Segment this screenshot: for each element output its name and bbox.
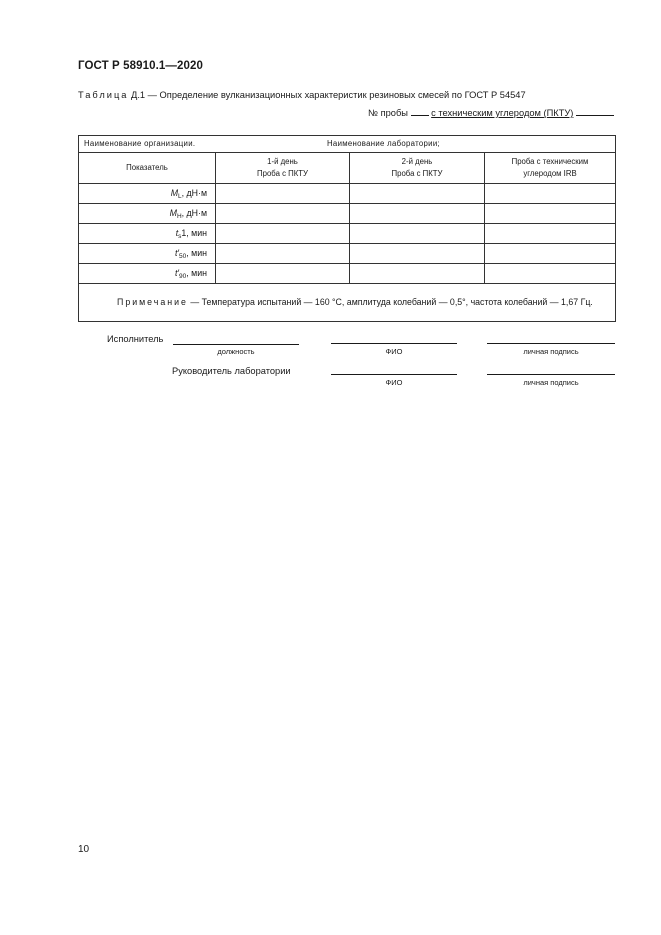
indicator-subscript: s [178, 232, 182, 240]
page-number: 10 [78, 844, 90, 855]
lab-head-signature-line[interactable] [487, 374, 615, 375]
name-caption: ФИО [385, 347, 403, 356]
value-cell[interactable] [350, 184, 485, 204]
performer-position-line[interactable] [173, 344, 299, 345]
column-header-line1: Проба с техническим [511, 157, 589, 166]
column-header-indicator [79, 153, 216, 184]
indicator-unit: мин [191, 267, 207, 278]
header-row [79, 153, 616, 184]
indicator-separator: 1, [181, 227, 192, 238]
value-cell[interactable] [350, 244, 485, 264]
value-cell[interactable] [485, 204, 616, 224]
indicator-unit: мин [191, 247, 207, 258]
note-word: Примечание [117, 297, 188, 307]
vulcanization-table [78, 135, 616, 322]
indicator-subscript: 90 [179, 272, 187, 280]
indicator-subscript: H [176, 212, 182, 220]
indicator-symbol: t′ [174, 267, 180, 278]
indicator-cell [79, 204, 216, 224]
note-row [79, 284, 616, 322]
value-cell[interactable] [485, 224, 616, 244]
sample-number-trailing-blank [576, 106, 614, 116]
position-caption: должность [217, 347, 255, 356]
column-header-line1: 2-й день [401, 157, 433, 166]
signature-caption: личная подпись [523, 378, 579, 387]
column-header-line2: углеродом IRB [523, 169, 577, 178]
caption-table-word: Таблица [78, 90, 129, 100]
value-cell[interactable] [350, 264, 485, 284]
performer-name-line[interactable] [331, 343, 457, 344]
performer-signature-line[interactable] [487, 343, 615, 344]
lab-head-name-line[interactable] [331, 374, 457, 375]
organization-cell [79, 136, 616, 153]
indicator-cell [79, 244, 216, 264]
column-header-line1: Показатель [126, 163, 168, 172]
value-cell[interactable] [485, 184, 616, 204]
value-cell[interactable] [216, 204, 350, 224]
organization-row [79, 136, 616, 153]
indicator-unit: мин [191, 227, 207, 238]
indicator-symbol: t [175, 227, 179, 238]
note-text: — Температура испытаний — 160 °С, амплитуда колебаний — 0,5°, частота колебаний — 1,67 Гц. [187, 297, 593, 307]
indicator-cell [79, 224, 216, 244]
column-header-day1 [216, 153, 350, 184]
note-cell [79, 284, 616, 322]
column-header-line2: Проба с ПКТУ [391, 169, 443, 178]
indicator-unit: дН·м [186, 207, 207, 218]
document-code: ГОСТ Р 58910.1—2020 [78, 60, 203, 72]
sample-number-line [368, 106, 614, 118]
table-row [79, 224, 616, 244]
table-row [79, 204, 616, 224]
caption-text: Д.1 — Определение вулканизационных характеристик резиновых смесей по ГОСТ Р 54547 [128, 90, 526, 100]
lab-head-label: Руководитель лаборатории [172, 366, 291, 376]
indicator-separator: , [186, 267, 192, 278]
column-header-day2 [350, 153, 485, 184]
indicator-symbol: t′ [174, 247, 180, 258]
column-header-line2: Проба с ПКТУ [257, 169, 308, 178]
indicator-subscript: L [178, 192, 182, 200]
signature-caption: личная подпись [523, 347, 579, 356]
sample-number-label: № пробы [368, 108, 408, 118]
indicator-cell [79, 184, 216, 204]
value-cell[interactable] [350, 224, 485, 244]
indicator-separator: , [181, 187, 187, 198]
indicator-unit: дН·м [186, 187, 207, 198]
table-caption [78, 90, 526, 100]
sample-number-blank [411, 106, 429, 116]
value-cell[interactable] [216, 224, 350, 244]
value-cell[interactable] [216, 244, 350, 264]
value-cell[interactable] [216, 184, 350, 204]
name-caption: ФИО [385, 378, 403, 387]
value-cell[interactable] [216, 264, 350, 284]
table-row [79, 264, 616, 284]
laboratory-name-label: Наименование лаборатории; [327, 139, 440, 148]
column-header-line1: 1-й день [267, 157, 298, 166]
performer-label: Исполнитель [107, 334, 164, 344]
value-cell[interactable] [485, 244, 616, 264]
table-row [79, 244, 616, 264]
indicator-separator: , [181, 207, 187, 218]
indicator-separator: , [186, 247, 192, 258]
organization-name-label: Наименование организации. [84, 139, 196, 148]
indicator-symbol: M [169, 207, 177, 218]
column-header-irb [485, 153, 616, 184]
table-row [79, 184, 616, 204]
sample-number-value: с техническим углеродом (ПКТУ) [431, 108, 574, 118]
indicator-subscript: 50 [179, 252, 187, 260]
indicator-cell [79, 264, 216, 284]
indicator-symbol: M [170, 187, 179, 198]
value-cell[interactable] [350, 204, 485, 224]
value-cell[interactable] [485, 264, 616, 284]
